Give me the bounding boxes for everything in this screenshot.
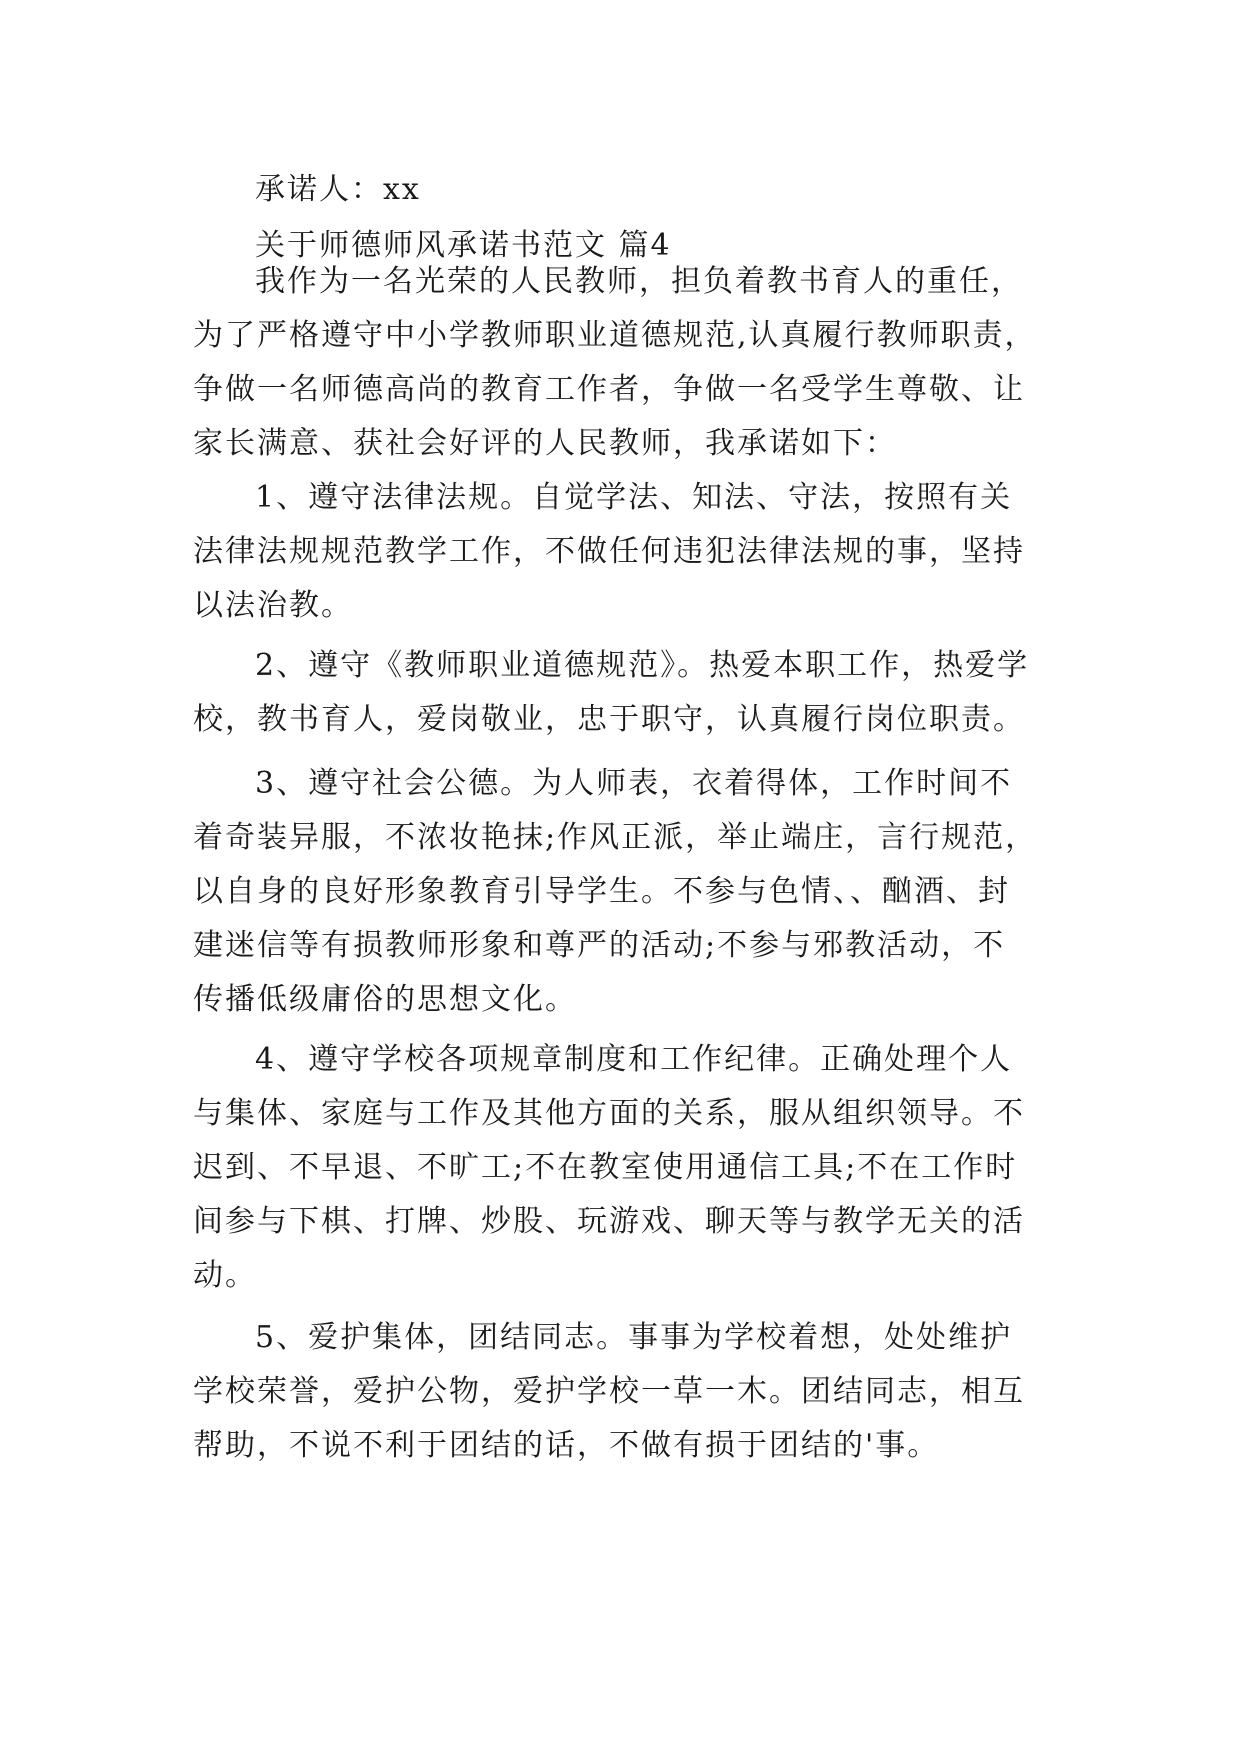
paragraph-5-line-4: 间参与下棋、打牌、炒股、玩游戏、聊天等与教学无关的活 — [193, 1204, 1025, 1239]
paragraph-6-line-3: 帮助，不说不利于团结的话，不做有损于团结的'事。 — [193, 1428, 940, 1463]
paragraph-2-line-2: 法律法规规范教学工作，不做任何违犯法律法规的事，坚持 — [193, 534, 1025, 569]
paragraph-3-line-2: 校，教书育人，爱岗敬业，忠于职守，认真履行岗位职责。 — [193, 702, 1025, 737]
paragraph-1-line-4: 家长满意、获社会好评的人民教师，我承诺如下： — [193, 426, 897, 461]
paragraph-5-line-1: 4、遵守学校各项规章制度和工作纪律。正确处理个人 — [255, 1042, 1013, 1077]
paragraph-1-line-3: 争做一名师德高尚的教育工作者，争做一名受学生尊敬、让 — [193, 372, 1025, 407]
paragraph-4-line-1: 3、遵守社会公德。为人师表，衣着得体，工作时间不 — [255, 766, 1013, 801]
signer-line: 承诺人：xx — [255, 172, 421, 207]
paragraph-1-line-1: 我作为一名光荣的人民教师，担负着教书育人的重任， — [255, 264, 1023, 299]
paragraph-3-line-1: 2、遵守《教师职业道德规范》。热爱本职工作，热爱学 — [255, 648, 1030, 683]
paragraph-5-line-3: 迟到、不早退、不旷工;不在教室使用通信工具;不在工作时 — [193, 1150, 1018, 1185]
paragraph-4-line-2: 着奇装异服，不浓妆艳抹;作风正派，举止端庄，言行规范， — [193, 820, 1038, 855]
paragraph-2-line-1: 1、遵守法律法规。自觉学法、知法、守法，按照有关 — [255, 480, 1013, 515]
section-heading: 关于师德师风承诺书范文 篇4 — [255, 228, 672, 263]
paragraph-2-line-3: 以法治教。 — [193, 588, 353, 623]
paragraph-4-line-3: 以自身的良好形象教育引导学生。不参与色情、、酗酒、封 — [193, 874, 1010, 909]
paragraph-4-line-5: 传播低级庸俗的思想文化。 — [193, 982, 577, 1017]
paragraph-5-line-5: 动。 — [193, 1258, 257, 1293]
paragraph-5-line-2: 与集体、家庭与工作及其他方面的关系，服从组织领导。不 — [193, 1096, 1025, 1131]
paragraph-6-line-2: 学校荣誉，爱护公物，爱护学校一草一木。团结同志，相互 — [193, 1374, 1025, 1409]
paragraph-4-line-4: 建迷信等有损教师形象和尊严的活动;不参与邪教活动，不 — [193, 928, 1006, 963]
paragraph-1-line-2: 为了严格遵守中小学教师职业道德规范,认真履行教师职责， — [193, 318, 1037, 353]
paragraph-6-line-1: 5、爱护集体，团结同志。事事为学校着想，处处维护 — [255, 1320, 1013, 1355]
